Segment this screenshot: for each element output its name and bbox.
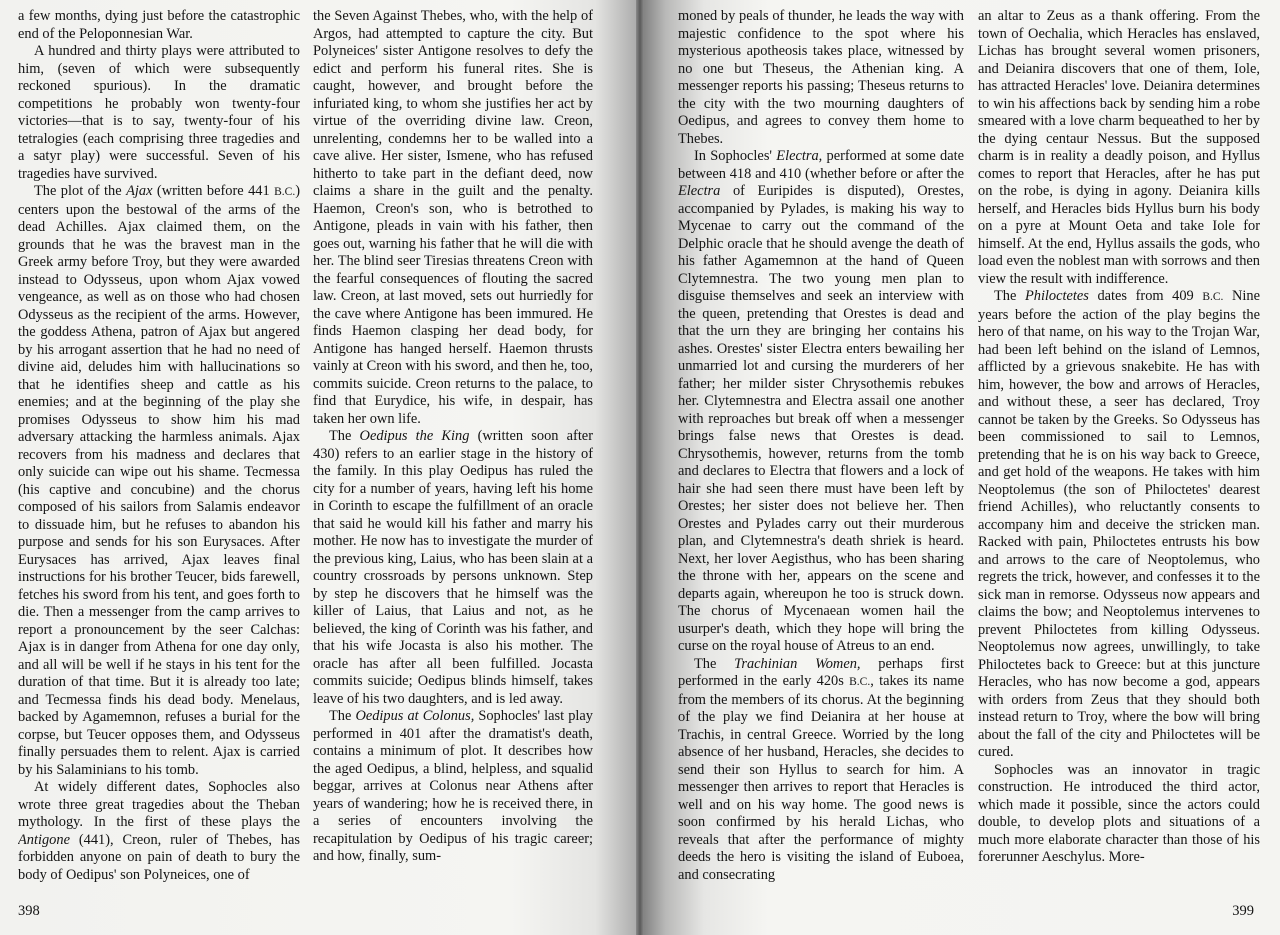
text-run: The — [329, 708, 356, 724]
paragraph — [678, 148, 964, 656]
text-run: B.C. — [849, 676, 871, 688]
text-run: , takes its name from the members of its chorus. At the beginning of the play we find Deianira at her house at Trachis, in central Greece. Worried by the long absence of her husband, Heracles, she decides to send their son Hyllus to search for him. A messenger then arrives to report that Heracles is well and on his way home. The good news is soon confirmed by his herald Lichas, who reveals that after the performance of mighty deeds the hero is visiting the island of Euboea, and consecrating — [678, 673, 964, 883]
left-page-column-2 — [313, 8, 593, 903]
right-page-column-2 — [978, 8, 1260, 903]
text-run: Nine years before the action of the play begins the hero of that name, on his way to the Trojan War, had been left behind on the island of Lemnos, afflicted by a grievous snakebite. He has with him, however, the bow and arrows of Heracles, and without these, a seer has declared, Troy cannot be taken by the Greeks. So Odysseus has been commissioned to sail to Lemnos, pretending that he is on his way back to Greece, and get hold of the weapons. He takes with him Neoptolemus (the son of Philoctetes' dearest friend Achilles), who reluctantly consents to accompany him and deceive the stricken man. Racked with pain, Philoctetes entrusts his bow and arrows to the care of Neoptolemus, who regrets the trick, however, and confesses it to the sick man in remorse. Odysseus now appears and claims the bow; and Neoptolemus intervenes to prevent Philoctetes from killing Odysseus. Neoptolemus now agrees, unwillingly, to take Philoctetes back to Greece: but at this juncture Heracles, who has now become a god, appears with orders from Zeus that they should both instead return to Troy, where the bow will bring about the fall of the city and Philoctetes will be cured. — [978, 288, 1260, 760]
italic-title: Oedipus at Colonus, — [355, 708, 475, 724]
text-run: B.C. — [274, 186, 296, 198]
paragraph — [978, 288, 1260, 762]
italic-title: Oedipus the King — [359, 428, 470, 444]
text-run: the Seven Against Thebes, who, with the help of Argos, had attempted to capture the city. But Polyneices' sister Antigone resolves to defy the edict and perform his funeral rites. She is caught, however, and brought before the infuriated king, to whom she justifies her act by virtue of the overriding divine law. Creon, unrelenting, condemns her to be walled into a cave alive. Her sister, Ismene, who has refused hitherto to take part in the defiant deed, now claims a share in the guilt and the penalty. Haemon, Creon's son, who is betrothed to Antigone, pleads in vain with his father, then goes out, warning his father that he will die with her. The blind seer Tiresias threatens Creon with the fearful consequences of flouting the sacred law. Creon, at last moved, sets out hurriedly for the cave where Antigone has been immured. He finds Haemon clasping her dead body, for Antigone has hanged herself. Haemon thrusts vainly at Creon with his sword, and then he, too, commits suicide. Creon returns to the palace, to find that Eurydice, his wife, in despair, has taken her own life. — [313, 8, 593, 427]
book-gutter — [636, 0, 644, 935]
paragraph — [313, 708, 593, 866]
text-run: The plot of the — [34, 183, 127, 199]
page-number-right: 399 — [1232, 903, 1254, 919]
text-run: perhaps first performed in the early 420s — [678, 655, 964, 689]
paragraph — [678, 656, 964, 885]
italic-title: Electra, — [776, 148, 823, 164]
paragraph — [18, 43, 300, 183]
text-run: Sophocles' last play performed in 401 after the dramatist's death, contains a minimum of plot. It describes how the aged Oedipus, a blind, helpless, and squalid beggar, arrives at Colonus near Athens after years of wandering; how he is received there, in a series of encounters involving the recapitulation by Oedipus of his tragic career; and how, finally, sum- — [313, 708, 593, 864]
text-run: moned by peals of thunder, he leads the way with majestic confidence to the spot where his mysterious apotheosis takes place, witnessed by no one but Theseus, the Athenian king. A messenger reports his passing; Theseus returns to the city with the two mourning daughters of Oedipus, and agrees to convey them home to Thebes. — [678, 8, 964, 147]
text-run: (written before 441 — [152, 183, 275, 199]
text-run: The — [694, 655, 735, 672]
italic-title: Philoctetes — [1024, 288, 1089, 304]
paragraph — [18, 779, 300, 884]
left-page-column-1 — [18, 8, 300, 903]
text-run: (written soon after 430) refers to an earlier stage in the history of the family. In this play Oedipus has ruled the city for a number of years, having left his home in Corinth to escape the fulfillment of an oracle that said he would kill his father and marry his mother. He now has to investigate the murder of the previous king, Laius, who has been slain at a country crossroads by persons unknown. Step by step he discovers that he himself was the killer of Laius, that Laius and not, as he believed, the king of Corinth was his father, and that his wife Jocasta is also his mother. The oracle has after all been fulfilled. Jocasta commits suicide; Oedipus blinds himself, takes leave of his two daughters, and is led away. — [313, 428, 593, 707]
paragraph — [978, 762, 1260, 867]
italic-title: Ajax — [126, 183, 153, 199]
text-run: an altar to Zeus as a thank offering. From the town of Oechalia, which Heracles has enslaved, Lichas has brought several women prisoners, and Deianira discovers that one of them, Iole, has attracted Heracles' love. Deianira determines to win his affections back by sending him a robe smeared with a love charm bequeathed to her by the dying centaur Nessus. But the supposed charm is in reality a deadly poison, and Hyllus comes to report that Heracles, after he has put on the robe, is dying in agony. Deianira kills herself, and Heracles bids Hyllus burn his body on a pyre at Mount Oeta and take Iole for himself. At the end, Hyllus assails the gods, who load even the noblest man with sorrows and then view the result with indifference. — [978, 8, 1260, 287]
text-run: dates from 409 — [1088, 288, 1203, 304]
paragraph — [978, 8, 1260, 288]
text-run: A hundred and thirty plays were attributed to him, (seven of which were subsequently reckoned spurious). In the dramatic competitions he probably won twenty-four victories—that is to say, twenty-four of his tetralogies (each comprising three tragedies and a satyr play) were successful. Seven of his tragedies have survived. — [18, 43, 300, 182]
paragraph — [678, 8, 964, 148]
right-page — [640, 0, 1280, 935]
text-run: The — [329, 428, 360, 444]
italic-title: Trachinian Women, — [734, 655, 861, 672]
text-run: B.C. — [1202, 291, 1224, 303]
text-run: a few months, dying just before the catastrophic end of the Peloponnesian War. — [18, 8, 300, 42]
text-run: performed at some date between 418 and 410 (whether before or after the — [678, 148, 964, 182]
page-number-left: 398 — [18, 903, 40, 919]
paragraph — [313, 428, 593, 708]
right-page-column-1 — [678, 8, 964, 903]
text-run: Sophocles was an innovator in tragic construction. He introduced the third actor, which made it possible, since the actors could double, to develop plots and situations of a much more elaborate character than those of his forerunner Aeschylus. More- — [978, 761, 1260, 865]
text-run: of Euripides is disputed), Orestes, accompanied by Pylades, is making his way to Mycenae to carry out the command of the Delphic oracle that he should avenge the death of his father Agamemnon at the hand of Queen Clytemnestra. The two young men plan to disguise themselves and seek an interview with the queen, pretending that Orestes is dead and that the urn they are bringing her contains his ashes. Orestes' sister Electra enters bewailing her unmarried lot and cursing the murderers of her father; her milder sister Chrysothemis rebukes her. Clytemnestra and Electra assail one another with reproaches but break off when a messenger brings false news that Orestes is dead. Chrysothemis, however, returns from the tomb and declares to Electra that flowers and a lock of hair she had seen there must have been left by Orestes; her sister does not believe her. Then Orestes and Pylades carry out their murderous plan, and Clytemnestra's death shriek is heard. Next, her lover Aegisthus, who has been sharing the throne with her, appears on the scene and departs again, whereupon he too is struck down. The chorus of Mycenaean women hail the usurper's death, which they hope will bring the curse on the royal house of Atreus to an end. — [678, 183, 964, 654]
text-run: The — [994, 288, 1025, 304]
italic-title: Antigone — [18, 831, 70, 848]
paragraph — [313, 8, 593, 428]
paragraph — [18, 8, 300, 43]
paragraph — [18, 183, 300, 779]
text-run: In Sophocles' — [694, 148, 777, 164]
text-run: At widely different dates, Sophocles also wrote three great tragedies about the Theban mythology. In the first of these plays the — [18, 779, 300, 830]
text-run: ) centers upon the bestowal of the arms of the dead Achilles. Ajax claimed them, on the grounds that he was the bravest man in the Greek army before Troy, but they were awarded instead to Odysseus, upon whom Ajax vowed vengeance, as well as on those who had chosen Odysseus as the recipient of the arms. However, the goddess Athena, patron of Ajax but angered by his arrogant assertion that he had no need of divine aid, deludes him with hallucinations so that he identifies sheep and cattle as his enemies; and at the beginning of the play she promises Odysseus to show him his mad adversary attacking the harmless animals. Ajax recovers from his madness and declares that only suicide can wipe out his shame. Tecmessa (his captive and concubine) and the chorus composed of his sailors from Salamis endeavor to dissuade him, but he refuses to abandon his purpose and sends for his son Eurysaces. After Eurysaces has arrived, Ajax leaves final instructions for his brother Teucer, bids farewell, fetches his sword from his tent, and goes forth to die. Then a messenger from the camp arrives to report a pronouncement by the seer Calchas: Ajax is in danger from Athena for one day only, and all will be well if he stays in his tent for the duration of that time. But it is already too late; and Tecmessa finds his dead body. Menelaus, backed by Agamemnon, refuses a burial for the corpse, but Teucer opposes them, and Odysseus finally persuades them to relent. Ajax is carried by his Salaminians to his tomb. — [18, 183, 300, 778]
italic-title: Electra — [678, 183, 721, 199]
text-run: (441), Creon, ruler of Thebes, has forbidden anyone on pain of death to bury the body of Oedipus' son Polyneices, one of — [18, 831, 300, 883]
